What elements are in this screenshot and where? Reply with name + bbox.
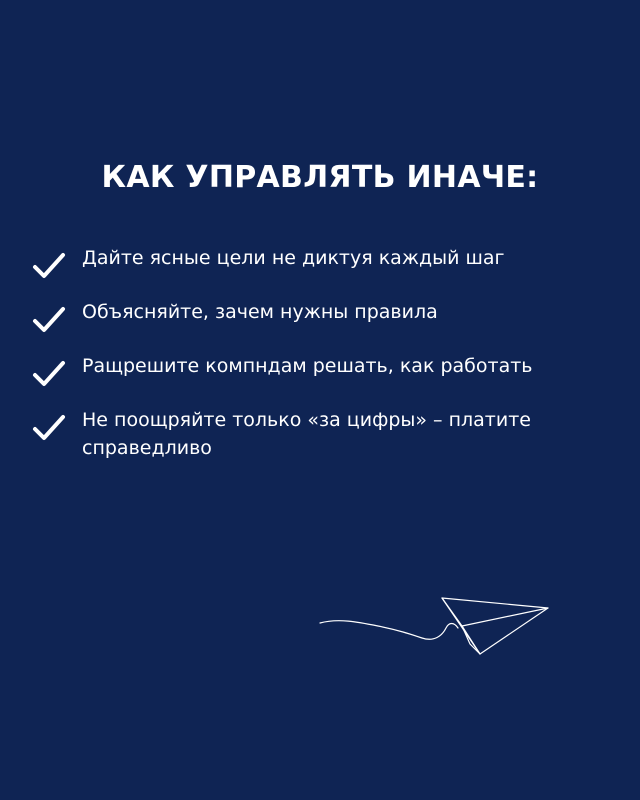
list-item-text: Не поощряйте только «за цифры» – платите справедливо <box>82 409 531 459</box>
list-item <box>32 298 592 328</box>
list-item <box>32 244 592 274</box>
check-icon <box>32 306 66 334</box>
list-item-text: Объясняйте, зачем нужны правила <box>82 301 438 323</box>
list-item-text: Дайте ясные цели не диктуя каждый шаг <box>82 247 505 269</box>
list-item <box>32 406 592 462</box>
checklist <box>32 244 592 462</box>
paper-plane-icon <box>318 588 554 666</box>
check-icon <box>32 414 66 442</box>
list-item-text: Ращрешите компндам решать, как работать <box>82 355 533 377</box>
check-icon <box>32 252 66 280</box>
check-icon <box>32 360 66 388</box>
page-title: КАК УПРАВЛЯТЬ ИНАЧЕ: <box>101 160 539 195</box>
list-item <box>32 352 592 382</box>
